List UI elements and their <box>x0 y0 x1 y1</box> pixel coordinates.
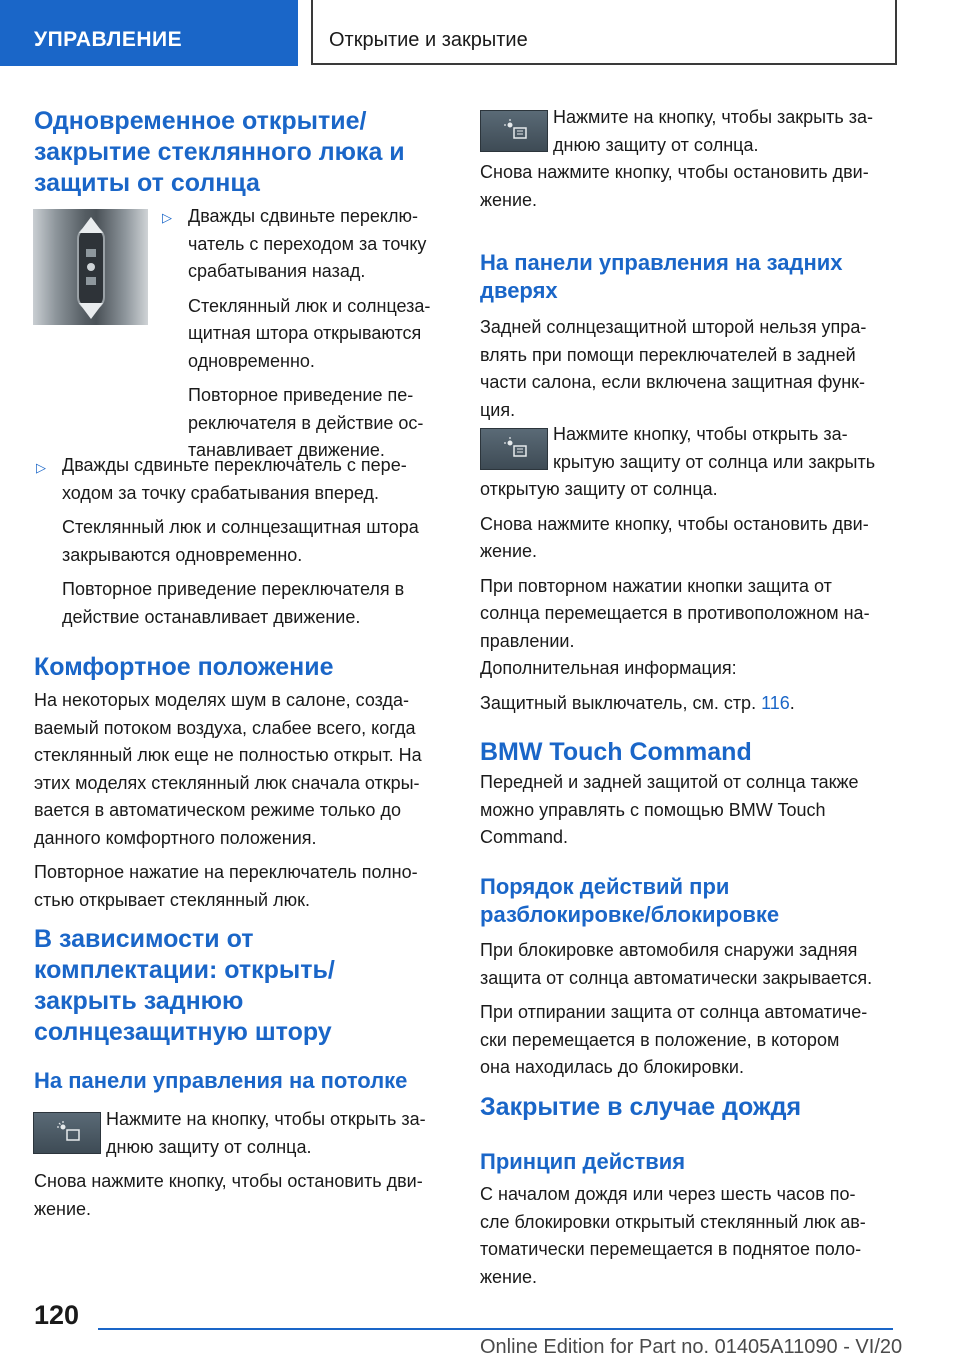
close-button-text: Нажмите на кнопку, чтобы закрыть за- днюю защиту от солнца. <box>553 107 873 155</box>
item1-text: Дважды сдвиньте переклю- чатель с переходом за точку срабатывания назад. Стеклянный люк и солнцеза- щитная штора открываются одновременно. Повторное приведение пе- реключателя в действие ос- танавливает движение. <box>188 206 431 460</box>
bullet-triangle-icon: ▷ <box>36 460 46 475</box>
heading-bmw-touch: BMW Touch Command <box>480 738 752 766</box>
heading-equipment: В зависимости от комплектации: открыть/ закрыть заднюю солнцезащитную штору <box>34 925 335 1046</box>
sunshade-button-icon <box>33 1112 101 1154</box>
lock-paragraph: При блокировке автомобиля снаружи задняя защита от солнца автоматически закрывается. При отпирании защита от солнца автоматиче- ски перемещается в положение, в котором она находилась до блокировки. <box>480 940 873 1077</box>
heading-rain: Закрытие в случае дождя <box>480 1093 802 1121</box>
rear-paragraph: Задней солнцезащитной шторой нельзя упра- влять при помощи переключателей в задней части салона, если включена защитная функ- ция. <box>480 317 867 420</box>
roof-switch-image <box>33 209 148 325</box>
principle-paragraph: С началом дождя или через шесть часов по- сле блокировки открытый стеклянный люк ав- томатически перемещается в поднятое поло- жение. <box>480 1184 866 1287</box>
rear-button-text: Нажмите кнопку, чтобы открыть за- крытую защиту от солнца или закрыть <box>553 424 876 472</box>
bullet-triangle-icon: ▷ <box>162 210 172 225</box>
edition-text: Online Edition for Part no. 01405A11090 - VI/20 <box>480 1336 903 1358</box>
heading-comfort: Комфортное положение <box>34 653 334 681</box>
heading-principle: Принцип действия <box>480 1149 686 1174</box>
additional-info: Дополнительная информация: Защитный выключатель, см. стр. 116. <box>480 655 795 717</box>
sunshade-close-button-icon <box>480 110 548 152</box>
ceiling-paragraph: Снова нажмите кнопку, чтобы остановить дви- жение. <box>34 1171 423 1219</box>
section-tab <box>0 0 298 66</box>
section-title: УПРАВЛЕНИЕ <box>34 28 183 51</box>
close-paragraph: Снова нажмите кнопку, чтобы остановить дви- жение. <box>480 162 869 210</box>
footer-divider <box>98 1328 893 1330</box>
heading-lock: Порядок действий при разблокировке/блокировке <box>480 874 780 927</box>
bmw-paragraph: Передней и задней защитой от солнца также можно управлять с помощью BMW Touch Command. <box>480 772 859 847</box>
comfort-paragraph: На некоторых моделях шум в салоне, созда- ваемый потоком воздуха, слабее всего, когда стеклянный люк еще не полностью открыт. На этих моделях стеклянный люк сначала откры- вается в автоматическом режиме только до данного комфортного положения. Повторное нажатие на переключатель полно- стью открывает стеклянный люк. <box>34 690 422 910</box>
heading-ceiling: На панели управления на потолке <box>34 1068 408 1093</box>
ceiling-button-text: Нажмите на кнопку, чтобы открыть за- днюю защиту от солнца. <box>106 1109 426 1157</box>
page-number: 120 <box>34 1300 80 1330</box>
protect-switch-reference: Защитный выключатель, см. стр. 116. <box>480 692 795 713</box>
chapter-title: Открытие и закрытие <box>329 29 528 51</box>
rear-paragraph-2: открытую защиту от солнца. Снова нажмите кнопку, чтобы остановить дви- жение. При повторном нажатии кнопки защита от солнца перемещается в противоположном на- правлении. <box>480 479 870 651</box>
page-link[interactable]: 116 <box>761 692 790 713</box>
chapter-box <box>311 0 897 65</box>
heading-simultaneous: Одновременное открытие/ закрытие стеклянного люка и защиты от солнца <box>34 107 405 197</box>
item2-text: Дважды сдвиньте переключатель с пере- ходом за точку срабатывания вперед. Стеклянный люк и солнцезащитная штора закрываются одновременно. Повторное приведение переключателя в действие останавливает движение. <box>62 455 419 627</box>
heading-rear-doors: На панели управления на задних дверях <box>480 250 843 303</box>
rear-sunshade-button-icon <box>480 428 548 470</box>
